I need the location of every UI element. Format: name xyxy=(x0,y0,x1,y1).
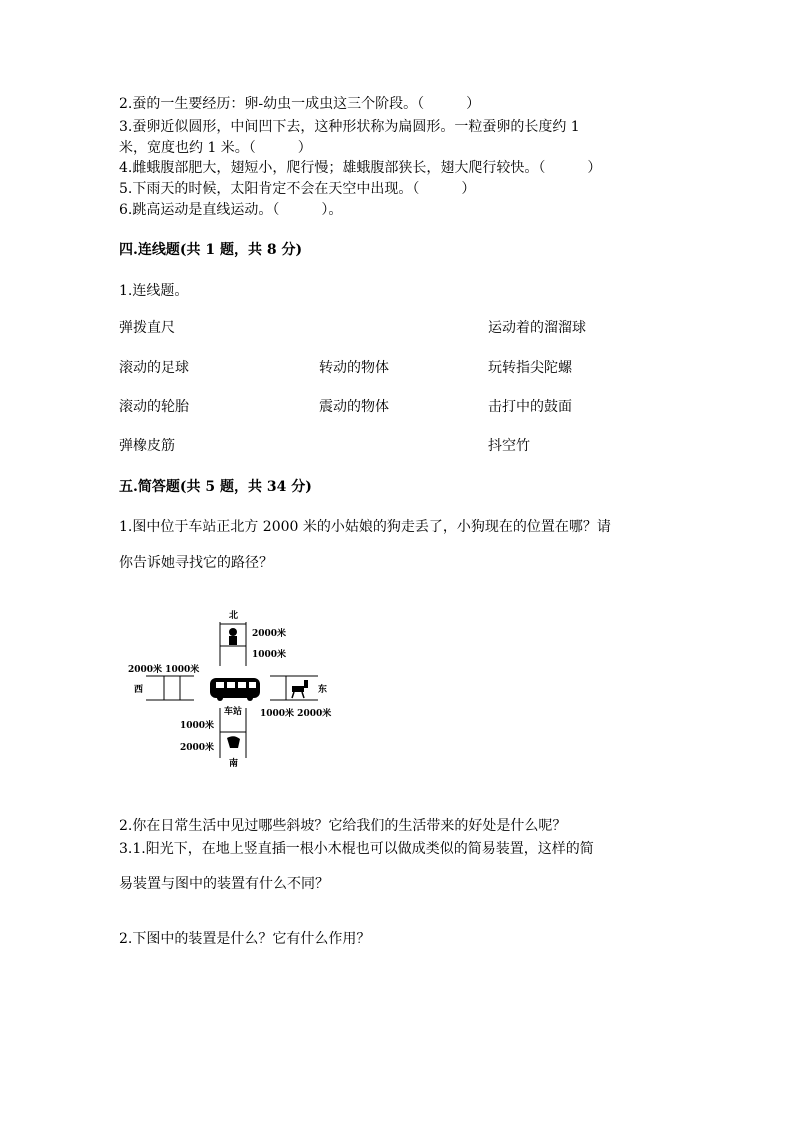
station-map-figure xyxy=(124,608,344,774)
match-right-1: 运动着的溜溜球 xyxy=(488,320,586,336)
match-left-1: 弹拨直尺 xyxy=(119,320,175,336)
match-right-3: 击打中的鼓面 xyxy=(488,399,572,415)
north-1000-label: 1000米 xyxy=(252,650,287,660)
judge-item-3-line1: 3.蚕卵近似圆形，中间凹下去，这种形状称为扁圆形。一粒蚕卵的长度约 1 xyxy=(119,119,580,135)
south-1000-label: 1000米 xyxy=(180,721,215,731)
west-distance-labels: 2000米 1000米 xyxy=(128,665,200,675)
match-left-4: 弹橡皮筋 xyxy=(119,438,175,454)
north-2000-label: 2000米 xyxy=(252,629,287,639)
match-middle-2: 震动的物体 xyxy=(319,399,389,415)
section-5-title: 五.简答题(共 5 题，共 34 分) xyxy=(119,479,312,495)
south-2000-label: 2000米 xyxy=(180,743,215,753)
question-3-line2: 易装置与图中的装置有什么不同？ xyxy=(119,876,329,892)
matching-question: 1.连线题。 xyxy=(119,283,189,299)
match-right-4: 抖空竹 xyxy=(488,438,530,454)
east-distance-labels: 1000米 2000米 xyxy=(260,709,332,719)
question-2: 2.你在日常生活中见过哪些斜坡？它给我们的生活带来的好处是什么呢？ xyxy=(119,818,567,834)
girl-icon xyxy=(229,628,237,645)
west-label: 西 xyxy=(134,685,144,695)
judge-item-5: 5.下雨天的时候，太阳肯定不会在天空中出现。（ ） xyxy=(119,181,476,197)
dog-icon xyxy=(292,680,308,698)
south-label: 南 xyxy=(229,759,239,769)
dog-silhouette-icon xyxy=(227,736,240,748)
section-4-title: 四.连线题(共 1 题，共 8 分) xyxy=(119,242,303,258)
judge-item-3-line2: 米，宽度也约 1 米。（ ） xyxy=(119,140,312,156)
match-right-2: 玩转指尖陀螺 xyxy=(488,360,572,376)
question-1-line2: 你告诉她寻找它的路径？ xyxy=(119,555,273,571)
judge-item-4: 4.雌蛾腹部肥大，翅短小，爬行慢；雄蛾腹部狭长，翅大爬行较快。（ ） xyxy=(119,160,602,176)
match-left-2: 滚动的足球 xyxy=(119,360,189,376)
judge-item-6: 6.跳高运动是直线运动。（ ）。 xyxy=(119,202,343,218)
station-label: 车站 xyxy=(224,707,243,717)
north-label: 北 xyxy=(229,611,239,621)
judge-item-2: 2.蚕的一生要经历：卵-幼虫一成虫这三个阶段。（ ） xyxy=(119,96,481,112)
bus-icon xyxy=(210,678,260,701)
question-1-line1: 1.图中位于车站正北方 2000 米的小姑娘的狗走丢了，小狗现在的位置在哪？请 xyxy=(119,519,611,535)
east-label: 东 xyxy=(318,685,328,695)
match-left-3: 滚动的轮胎 xyxy=(119,399,189,415)
match-middle-1: 转动的物体 xyxy=(319,360,389,376)
question-3-2: 2.下图中的装置是什么？它有什么作用？ xyxy=(119,931,371,947)
question-3-line1: 3.1.阳光下，在地上竖直插一根小木棍也可以做成类似的简易装置，这样的简 xyxy=(119,841,594,857)
